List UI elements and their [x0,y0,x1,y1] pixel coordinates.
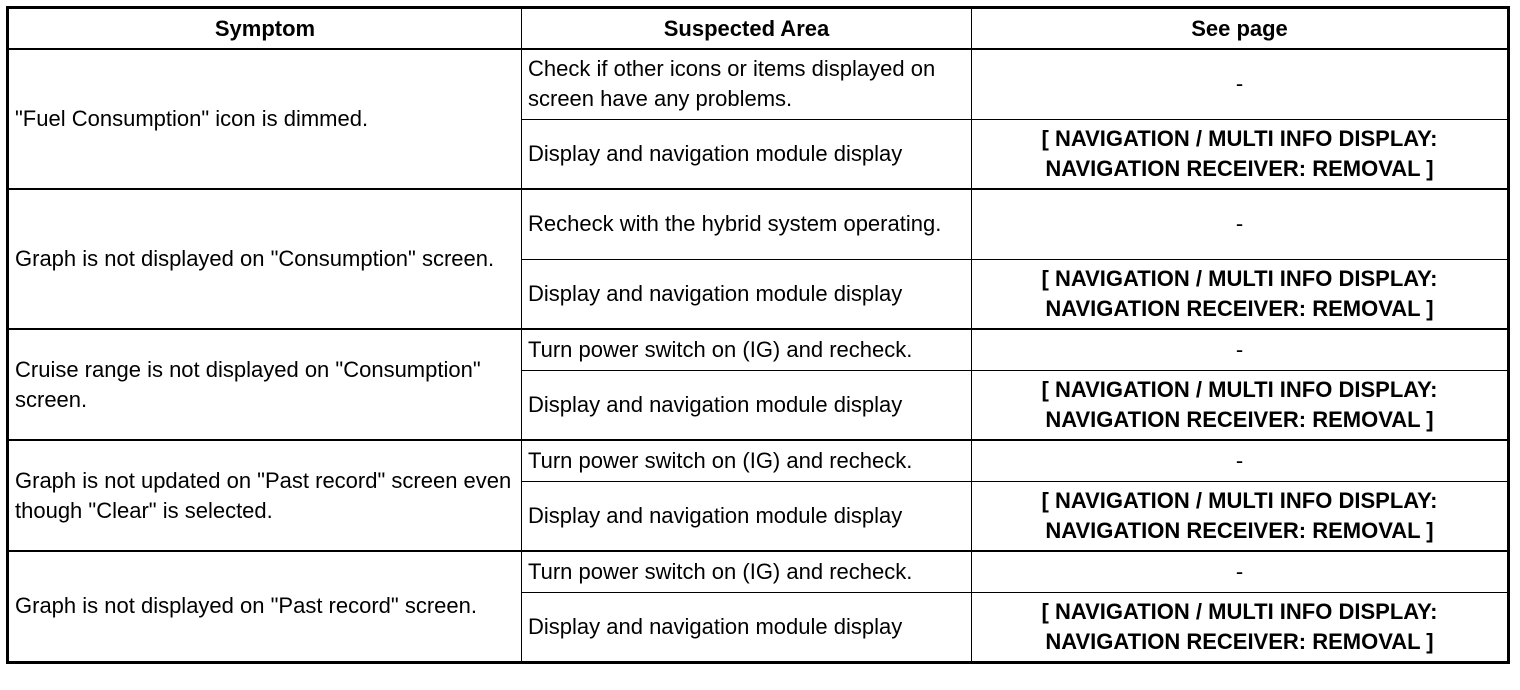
see-page-reference: [ NAVIGATION / MULTI INFO DISPLAY: NAVIGATION RECEIVER: REMOVAL ] [972,481,1509,551]
suspected-area-cell: Turn power switch on (IG) and recheck. [522,329,972,370]
table-row [8,49,1509,119]
symptom-cell: Cruise range is not displayed on "Consumption" screen. [8,329,522,440]
see-page-cell: - [972,551,1509,592]
suspected-area-cell: Display and navigation module display [522,259,972,329]
suspected-area-cell: Turn power switch on (IG) and recheck. [522,440,972,481]
header-see-page: See page [972,8,1509,50]
header-suspected-area: Suspected Area [522,8,972,50]
suspected-area-cell: Recheck with the hybrid system operating. [522,189,972,259]
table-row [8,440,1509,481]
header-row [8,8,1509,50]
suspected-area-cell: Display and navigation module display [522,119,972,189]
symptom-cell: Graph is not displayed on "Consumption" screen. [8,189,522,329]
see-page-cell: - [972,440,1509,481]
suspected-area-cell: Display and navigation module display [522,370,972,440]
symptom-cell: Graph is not updated on "Past record" screen even though "Clear" is selected. [8,440,522,551]
suspected-area-cell: Turn power switch on (IG) and recheck. [522,551,972,592]
table-row [8,329,1509,370]
suspected-area-cell: Display and navigation module display [522,592,972,662]
document-page [6,6,1510,664]
see-page-reference: [ NAVIGATION / MULTI INFO DISPLAY: NAVIGATION RECEIVER: REMOVAL ] [972,119,1509,189]
see-page-cell: - [972,189,1509,259]
table-row [8,189,1509,259]
symptom-cell: "Fuel Consumption" icon is dimmed. [8,49,522,189]
header-symptom: Symptom [8,8,522,50]
table-row [8,551,1509,592]
symptom-cell: Graph is not displayed on "Past record" screen. [8,551,522,662]
see-page-cell: - [972,49,1509,119]
see-page-cell: - [972,329,1509,370]
troubleshooting-table [6,6,1510,664]
suspected-area-cell: Check if other icons or items displayed on screen have any problems. [522,49,972,119]
see-page-reference: [ NAVIGATION / MULTI INFO DISPLAY: NAVIGATION RECEIVER: REMOVAL ] [972,259,1509,329]
see-page-reference: [ NAVIGATION / MULTI INFO DISPLAY: NAVIGATION RECEIVER: REMOVAL ] [972,370,1509,440]
suspected-area-cell: Display and navigation module display [522,481,972,551]
see-page-reference: [ NAVIGATION / MULTI INFO DISPLAY: NAVIGATION RECEIVER: REMOVAL ] [972,592,1509,662]
